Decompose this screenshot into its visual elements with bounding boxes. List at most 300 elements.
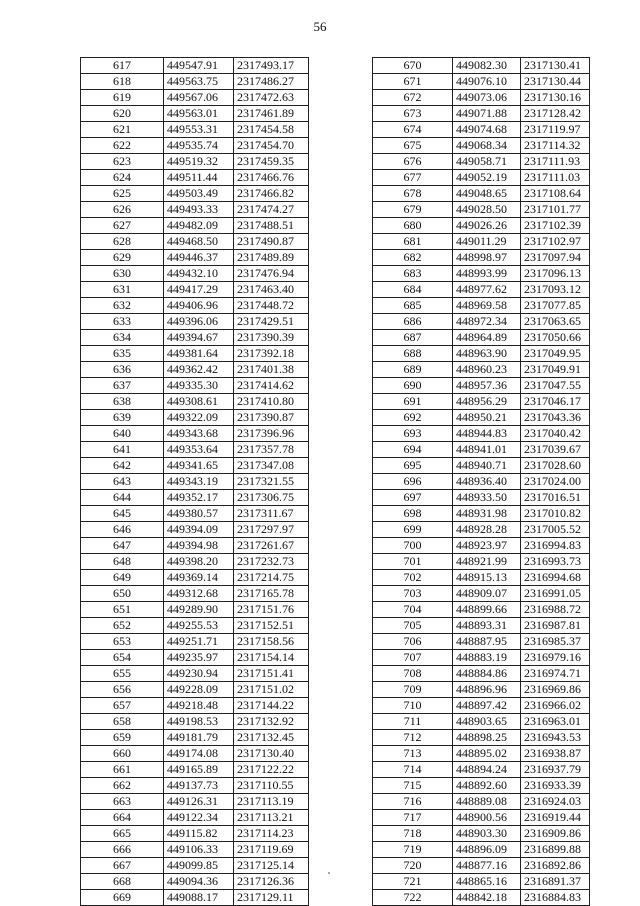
y-coordinate-cell: 2316938.87 (521, 746, 590, 762)
y-coordinate-cell: 2317102.39 (521, 218, 590, 234)
x-coordinate-cell: 449381.64 (164, 346, 234, 362)
x-coordinate-cell: 449308.61 (164, 394, 234, 410)
x-coordinate-cell: 448893.31 (453, 618, 521, 634)
table-row (81, 202, 309, 218)
point-number-cell: 697 (373, 490, 453, 506)
y-coordinate-cell: 2316969.86 (521, 682, 590, 698)
y-coordinate-cell: 2316994.83 (521, 538, 590, 554)
table-row (81, 346, 309, 362)
point-number-cell: 706 (373, 634, 453, 650)
y-coordinate-cell: 2317306.75 (234, 490, 309, 506)
x-coordinate-cell: 448977.62 (453, 282, 521, 298)
y-coordinate-cell: 2317016.51 (521, 490, 590, 506)
point-number-cell: 624 (81, 170, 164, 186)
x-coordinate-cell: 449547.91 (164, 58, 234, 74)
table-row (81, 842, 309, 858)
y-coordinate-cell: 2317132.45 (234, 730, 309, 746)
table-row (373, 602, 590, 618)
point-number-cell: 702 (373, 570, 453, 586)
table-row (373, 362, 590, 378)
point-number-cell: 649 (81, 570, 164, 586)
point-number-cell: 703 (373, 586, 453, 602)
point-number-cell: 692 (373, 410, 453, 426)
point-number-cell: 677 (373, 170, 453, 186)
table-row (81, 314, 309, 330)
x-coordinate-cell: 449493.33 (164, 202, 234, 218)
point-number-cell: 667 (81, 858, 164, 874)
point-number-cell: 651 (81, 602, 164, 618)
y-coordinate-cell: 2316884.83 (521, 890, 590, 906)
x-coordinate-cell: 449137.73 (164, 778, 234, 794)
y-coordinate-cell: 2317151.76 (234, 602, 309, 618)
y-coordinate-cell: 2317476.94 (234, 266, 309, 282)
x-coordinate-cell: 449362.42 (164, 362, 234, 378)
y-coordinate-cell: 2317214.75 (234, 570, 309, 586)
y-coordinate-cell: 2316909.86 (521, 826, 590, 842)
table-row (81, 362, 309, 378)
point-number-cell: 630 (81, 266, 164, 282)
y-coordinate-cell: 2317454.58 (234, 122, 309, 138)
table-row (373, 794, 590, 810)
table-row (81, 122, 309, 138)
table-row (373, 90, 590, 106)
x-coordinate-cell: 449088.17 (164, 890, 234, 906)
table-row (81, 442, 309, 458)
x-coordinate-cell: 449228.09 (164, 682, 234, 698)
x-coordinate-cell: 448928.28 (453, 522, 521, 538)
point-number-cell: 638 (81, 394, 164, 410)
x-coordinate-cell: 449076.10 (453, 74, 521, 90)
y-coordinate-cell: 2317129.11 (234, 890, 309, 906)
point-number-cell: 687 (373, 330, 453, 346)
table-row (373, 538, 590, 554)
point-number-cell: 688 (373, 346, 453, 362)
y-coordinate-cell: 2317466.82 (234, 186, 309, 202)
table-row (81, 282, 309, 298)
y-coordinate-cell: 2317039.67 (521, 442, 590, 458)
x-coordinate-cell: 448896.09 (453, 842, 521, 858)
point-number-cell: 721 (373, 874, 453, 890)
y-coordinate-cell: 2317125.14 (234, 858, 309, 874)
y-coordinate-cell: 2317321.55 (234, 474, 309, 490)
table-row (373, 250, 590, 266)
point-number-cell: 662 (81, 778, 164, 794)
table-row (81, 714, 309, 730)
point-number-cell: 635 (81, 346, 164, 362)
point-number-cell: 620 (81, 106, 164, 122)
table-row (373, 746, 590, 762)
y-coordinate-cell: 2317050.66 (521, 330, 590, 346)
table-row (373, 586, 590, 602)
y-coordinate-cell: 2317101.77 (521, 202, 590, 218)
point-number-cell: 629 (81, 250, 164, 266)
y-coordinate-cell: 2317347.08 (234, 458, 309, 474)
table-row (373, 842, 590, 858)
y-coordinate-cell: 2317472.63 (234, 90, 309, 106)
x-coordinate-cell: 449519.32 (164, 154, 234, 170)
table-row (373, 74, 590, 90)
y-coordinate-cell: 2317429.51 (234, 314, 309, 330)
point-number-cell: 660 (81, 746, 164, 762)
y-coordinate-cell: 2317110.55 (234, 778, 309, 794)
point-number-cell: 693 (373, 426, 453, 442)
y-coordinate-cell: 2317010.82 (521, 506, 590, 522)
point-number-cell: 709 (373, 682, 453, 698)
point-number-cell: 714 (373, 762, 453, 778)
x-coordinate-cell: 449369.14 (164, 570, 234, 586)
x-coordinate-cell: 448964.89 (453, 330, 521, 346)
point-number-cell: 655 (81, 666, 164, 682)
y-coordinate-cell: 2317040.42 (521, 426, 590, 442)
table-row (373, 890, 590, 906)
table-row (373, 682, 590, 698)
point-number-cell: 676 (373, 154, 453, 170)
x-coordinate-cell: 449230.94 (164, 666, 234, 682)
point-number-cell: 686 (373, 314, 453, 330)
point-number-cell: 636 (81, 362, 164, 378)
y-coordinate-cell: 2317390.87 (234, 410, 309, 426)
x-coordinate-cell: 449482.09 (164, 218, 234, 234)
point-number-cell: 719 (373, 842, 453, 858)
table-row (81, 426, 309, 442)
x-coordinate-cell: 449563.75 (164, 74, 234, 90)
y-coordinate-cell: 2317113.19 (234, 794, 309, 810)
x-coordinate-cell: 449312.68 (164, 586, 234, 602)
y-coordinate-cell: 2317132.92 (234, 714, 309, 730)
table-row (373, 378, 590, 394)
table-row (81, 618, 309, 634)
y-coordinate-cell: 2317097.94 (521, 250, 590, 266)
table-row (81, 378, 309, 394)
x-coordinate-cell: 449255.53 (164, 618, 234, 634)
point-number-cell: 643 (81, 474, 164, 490)
y-coordinate-cell: 2317401.38 (234, 362, 309, 378)
point-number-cell: 689 (373, 362, 453, 378)
y-coordinate-cell: 2317463.40 (234, 282, 309, 298)
x-coordinate-cell: 449052.19 (453, 170, 521, 186)
table-row (81, 106, 309, 122)
x-coordinate-cell: 448883.19 (453, 650, 521, 666)
point-number-cell: 648 (81, 554, 164, 570)
table-row (81, 58, 309, 74)
point-number-cell: 628 (81, 234, 164, 250)
x-coordinate-cell: 449028.50 (453, 202, 521, 218)
point-number-cell: 690 (373, 378, 453, 394)
table-row (81, 666, 309, 682)
table-row (81, 410, 309, 426)
point-number-cell: 711 (373, 714, 453, 730)
x-coordinate-cell: 448899.66 (453, 602, 521, 618)
y-coordinate-cell: 2316963.01 (521, 714, 590, 730)
y-coordinate-cell: 2317049.95 (521, 346, 590, 362)
x-coordinate-cell: 449122.34 (164, 810, 234, 826)
point-number-cell: 683 (373, 266, 453, 282)
point-number-cell: 653 (81, 634, 164, 650)
point-number-cell: 705 (373, 618, 453, 634)
table-row (81, 490, 309, 506)
point-number-cell: 627 (81, 218, 164, 234)
point-number-cell: 678 (373, 186, 453, 202)
x-coordinate-cell: 448963.90 (453, 346, 521, 362)
x-coordinate-cell: 448993.99 (453, 266, 521, 282)
table-row (81, 218, 309, 234)
point-number-cell: 672 (373, 90, 453, 106)
x-coordinate-cell: 449341.65 (164, 458, 234, 474)
x-coordinate-cell: 449068.34 (453, 138, 521, 154)
point-number-cell: 658 (81, 714, 164, 730)
y-coordinate-cell: 2317392.18 (234, 346, 309, 362)
y-coordinate-cell: 2316899.88 (521, 842, 590, 858)
table-row (81, 554, 309, 570)
point-number-cell: 641 (81, 442, 164, 458)
x-coordinate-cell: 449394.98 (164, 538, 234, 554)
table-row (373, 170, 590, 186)
table-row (373, 570, 590, 586)
point-number-cell: 622 (81, 138, 164, 154)
y-coordinate-cell: 2316974.71 (521, 666, 590, 682)
x-coordinate-cell: 448898.25 (453, 730, 521, 746)
x-coordinate-cell: 448897.42 (453, 698, 521, 714)
x-coordinate-cell: 449352.17 (164, 490, 234, 506)
point-number-cell: 691 (373, 394, 453, 410)
y-coordinate-cell: 2317158.56 (234, 634, 309, 650)
point-number-cell: 699 (373, 522, 453, 538)
table-row (81, 634, 309, 650)
x-coordinate-cell: 449011.29 (453, 234, 521, 250)
table-row (373, 666, 590, 682)
x-coordinate-cell: 449511.44 (164, 170, 234, 186)
point-number-cell: 708 (373, 666, 453, 682)
x-coordinate-cell: 449181.79 (164, 730, 234, 746)
point-number-cell: 652 (81, 618, 164, 634)
x-coordinate-cell: 449335.30 (164, 378, 234, 394)
x-coordinate-cell: 449567.06 (164, 90, 234, 106)
y-coordinate-cell: 2316924.03 (521, 794, 590, 810)
x-coordinate-cell: 449446.37 (164, 250, 234, 266)
table-row (373, 266, 590, 282)
table-row (373, 58, 590, 74)
point-number-cell: 698 (373, 506, 453, 522)
y-coordinate-cell: 2317151.41 (234, 666, 309, 682)
table-row (373, 858, 590, 874)
table-row (373, 474, 590, 490)
y-coordinate-cell: 2317410.80 (234, 394, 309, 410)
y-coordinate-cell: 2317063.65 (521, 314, 590, 330)
y-coordinate-cell: 2317297.97 (234, 522, 309, 538)
x-coordinate-cell: 449563.01 (164, 106, 234, 122)
y-coordinate-cell: 2316988.72 (521, 602, 590, 618)
x-coordinate-cell: 448892.60 (453, 778, 521, 794)
point-number-cell: 640 (81, 426, 164, 442)
y-coordinate-cell: 2317489.89 (234, 250, 309, 266)
table-row (373, 618, 590, 634)
table-row (373, 730, 590, 746)
x-coordinate-cell: 449380.57 (164, 506, 234, 522)
point-number-cell: 679 (373, 202, 453, 218)
y-coordinate-cell: 2317046.17 (521, 394, 590, 410)
point-number-cell: 650 (81, 586, 164, 602)
table-row (373, 810, 590, 826)
point-number-cell: 663 (81, 794, 164, 810)
point-number-cell: 621 (81, 122, 164, 138)
table-row (373, 506, 590, 522)
point-number-cell: 680 (373, 218, 453, 234)
y-coordinate-cell: 2317130.41 (521, 58, 590, 74)
table-row (373, 522, 590, 538)
x-coordinate-cell: 448936.40 (453, 474, 521, 490)
y-coordinate-cell: 2317261.67 (234, 538, 309, 554)
y-coordinate-cell: 2317466.76 (234, 170, 309, 186)
table-row (373, 282, 590, 298)
table-row (81, 682, 309, 698)
x-coordinate-cell: 449432.10 (164, 266, 234, 282)
point-number-cell: 710 (373, 698, 453, 714)
table-row (373, 458, 590, 474)
point-number-cell: 695 (373, 458, 453, 474)
x-coordinate-cell: 449553.31 (164, 122, 234, 138)
x-coordinate-cell: 448944.83 (453, 426, 521, 442)
point-number-cell: 707 (373, 650, 453, 666)
point-number-cell: 713 (373, 746, 453, 762)
y-coordinate-cell: 2317077.85 (521, 298, 590, 314)
y-coordinate-cell: 2317102.97 (521, 234, 590, 250)
x-coordinate-cell: 449396.06 (164, 314, 234, 330)
x-coordinate-cell: 448956.29 (453, 394, 521, 410)
table-row (81, 394, 309, 410)
x-coordinate-cell: 449353.64 (164, 442, 234, 458)
table-row (373, 426, 590, 442)
x-coordinate-cell: 448972.34 (453, 314, 521, 330)
y-coordinate-cell: 2317357.78 (234, 442, 309, 458)
y-coordinate-cell: 2317232.73 (234, 554, 309, 570)
table-row (373, 330, 590, 346)
table-row (81, 586, 309, 602)
table-row (81, 778, 309, 794)
table-row (373, 634, 590, 650)
table-row (81, 250, 309, 266)
x-coordinate-cell: 449073.06 (453, 90, 521, 106)
point-number-cell: 666 (81, 842, 164, 858)
y-coordinate-cell: 2316991.05 (521, 586, 590, 602)
x-coordinate-cell: 448877.16 (453, 858, 521, 874)
x-coordinate-cell: 448941.01 (453, 442, 521, 458)
x-coordinate-cell: 449106.33 (164, 842, 234, 858)
x-coordinate-cell: 449343.19 (164, 474, 234, 490)
x-coordinate-cell: 448940.71 (453, 458, 521, 474)
y-coordinate-cell: 2316919.44 (521, 810, 590, 826)
point-number-cell: 681 (373, 234, 453, 250)
point-number-cell: 619 (81, 90, 164, 106)
table-row (373, 154, 590, 170)
table-row (373, 442, 590, 458)
x-coordinate-cell: 449058.71 (453, 154, 521, 170)
y-coordinate-cell: 2316985.37 (521, 634, 590, 650)
table-row (81, 138, 309, 154)
x-coordinate-cell: 449218.48 (164, 698, 234, 714)
point-number-cell: 675 (373, 138, 453, 154)
y-coordinate-cell: 2316937.79 (521, 762, 590, 778)
table-row (81, 762, 309, 778)
y-coordinate-cell: 2317113.21 (234, 810, 309, 826)
y-coordinate-cell: 2317130.16 (521, 90, 590, 106)
point-number-cell: 637 (81, 378, 164, 394)
point-number-cell: 694 (373, 442, 453, 458)
table-row (373, 314, 590, 330)
x-coordinate-cell: 448909.07 (453, 586, 521, 602)
y-coordinate-cell: 2317493.17 (234, 58, 309, 74)
y-coordinate-cell: 2316892.86 (521, 858, 590, 874)
table-row (81, 602, 309, 618)
point-number-cell: 634 (81, 330, 164, 346)
point-number-cell: 665 (81, 826, 164, 842)
y-coordinate-cell: 2317461.89 (234, 106, 309, 122)
y-coordinate-cell: 2317414.62 (234, 378, 309, 394)
table-row (81, 506, 309, 522)
point-number-cell: 674 (373, 122, 453, 138)
point-number-cell: 712 (373, 730, 453, 746)
table-row (81, 890, 309, 906)
y-coordinate-cell: 2317108.64 (521, 186, 590, 202)
point-number-cell: 668 (81, 874, 164, 890)
x-coordinate-cell: 449074.68 (453, 122, 521, 138)
x-coordinate-cell: 449198.53 (164, 714, 234, 730)
y-coordinate-cell: 2317130.40 (234, 746, 309, 762)
point-number-cell: 626 (81, 202, 164, 218)
table-row (81, 266, 309, 282)
table-row (81, 298, 309, 314)
y-coordinate-cell: 2317043.36 (521, 410, 590, 426)
y-coordinate-cell: 2317396.96 (234, 426, 309, 442)
point-number-cell: 720 (373, 858, 453, 874)
table-row (373, 650, 590, 666)
x-coordinate-cell: 448960.23 (453, 362, 521, 378)
y-coordinate-cell: 2317488.51 (234, 218, 309, 234)
y-coordinate-cell: 2317130.44 (521, 74, 590, 90)
x-coordinate-cell: 448957.36 (453, 378, 521, 394)
table-row (81, 810, 309, 826)
point-number-cell: 670 (373, 58, 453, 74)
y-coordinate-cell: 2317474.27 (234, 202, 309, 218)
point-number-cell: 671 (373, 74, 453, 90)
y-coordinate-cell: 2317024.00 (521, 474, 590, 490)
point-number-cell: 617 (81, 58, 164, 74)
x-coordinate-cell: 449094.36 (164, 874, 234, 890)
table-row (373, 186, 590, 202)
x-coordinate-cell: 449099.85 (164, 858, 234, 874)
y-coordinate-cell: 2317311.67 (234, 506, 309, 522)
table-row (81, 794, 309, 810)
x-coordinate-cell: 448842.18 (453, 890, 521, 906)
table-row (373, 778, 590, 794)
point-number-cell: 647 (81, 538, 164, 554)
table-row (81, 154, 309, 170)
y-coordinate-cell: 2317111.03 (521, 170, 590, 186)
table-row (81, 746, 309, 762)
point-number-cell: 625 (81, 186, 164, 202)
point-number-cell: 701 (373, 554, 453, 570)
x-coordinate-cell: 449417.29 (164, 282, 234, 298)
x-coordinate-cell: 449322.09 (164, 410, 234, 426)
y-coordinate-cell: 2316979.16 (521, 650, 590, 666)
point-number-cell: 718 (373, 826, 453, 842)
table-row (373, 346, 590, 362)
point-number-cell: 646 (81, 522, 164, 538)
y-coordinate-cell: 2317454.70 (234, 138, 309, 154)
point-number-cell: 682 (373, 250, 453, 266)
x-coordinate-cell: 448969.58 (453, 298, 521, 314)
x-coordinate-cell: 449535.74 (164, 138, 234, 154)
table-row (81, 698, 309, 714)
